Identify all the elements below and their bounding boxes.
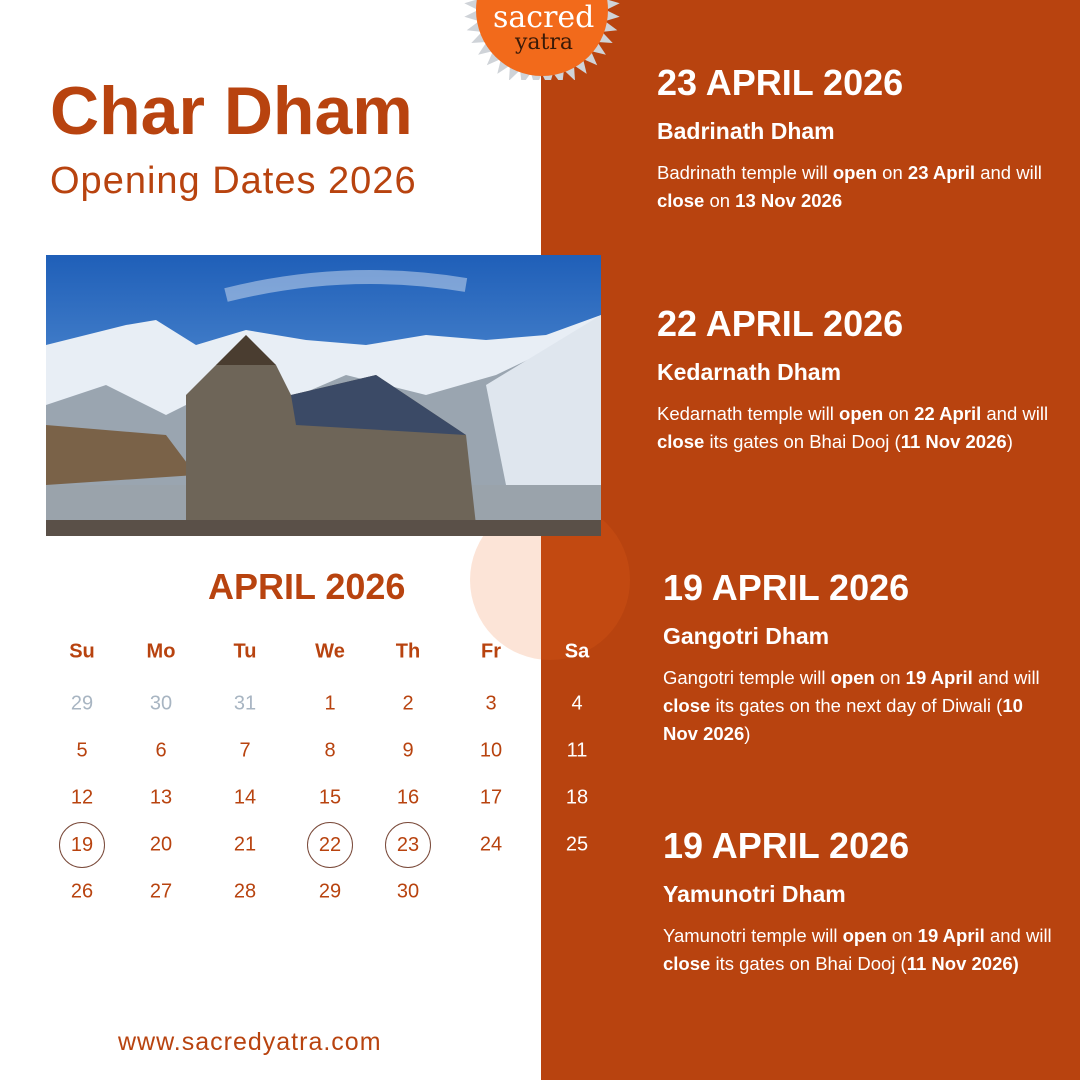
- weekday-su: Su: [69, 640, 95, 663]
- calendar-day: 9: [402, 739, 414, 762]
- page-title: Char Dham: [50, 73, 413, 149]
- emphasis-text: 23 April: [907, 162, 976, 183]
- calendar-day: 24: [479, 833, 503, 856]
- calendar-day: 28: [233, 880, 257, 903]
- entry-date: 19 APRIL 2026: [663, 567, 910, 608]
- calendar-day: 2: [402, 692, 414, 715]
- calendar-day: 1: [324, 692, 336, 715]
- description-text: Gangotri temple will: [663, 667, 831, 688]
- calendar-day: 23: [385, 822, 431, 868]
- entry-date: 19 APRIL 2026: [663, 825, 910, 866]
- emphasis-text: open: [839, 403, 884, 424]
- calendar-day: 6: [155, 739, 167, 762]
- emphasis-text: open: [832, 162, 878, 183]
- emphasis-text: 19 April: [917, 925, 985, 946]
- calendar-day: 26: [70, 880, 94, 903]
- entry-description: [657, 400, 1057, 456]
- calendar-day: 3: [485, 692, 497, 715]
- description-text: its gates on Bhai Dooj (: [710, 953, 907, 974]
- calendar-day: 29: [70, 692, 94, 715]
- calendar-day: 12: [70, 786, 94, 809]
- emphasis-text: close: [663, 953, 711, 974]
- calendar-day: 30: [396, 880, 420, 903]
- calendar-day: 29: [318, 880, 342, 903]
- weekday-tu: Tu: [233, 640, 257, 663]
- calendar-day: 27: [149, 880, 173, 903]
- description-text: its gates on the next day of Diwali (: [710, 695, 1003, 716]
- description-text: and will: [981, 403, 1049, 424]
- entry-gangotri: [663, 567, 1063, 748]
- kedarnath-temple-photo: [46, 255, 601, 536]
- entry-kedarnath: [657, 303, 1057, 456]
- entry-date: 23 APRIL 2026: [657, 62, 904, 103]
- calendar-day: 5: [76, 739, 88, 762]
- watermark-logo: [430, 520, 670, 660]
- calendar-day: 30: [149, 692, 173, 715]
- calendar-day: 21: [233, 833, 257, 856]
- description-text: ): [1006, 431, 1013, 452]
- emphasis-text: 11 Nov 2026: [900, 431, 1007, 452]
- description-text: and will: [984, 925, 1052, 946]
- description-text: and will: [972, 667, 1040, 688]
- emphasis-text: 22 April: [914, 403, 982, 424]
- description-text: ): [744, 723, 751, 744]
- description-text: on: [886, 925, 918, 946]
- calendar-day: 31: [233, 692, 257, 715]
- emphasis-text: 19 April: [905, 667, 973, 688]
- weekday-fr: Fr: [481, 640, 501, 663]
- calendar-day: 10: [479, 739, 503, 762]
- description-text: and will: [975, 162, 1042, 183]
- page-subtitle: Opening Dates 2026: [50, 160, 417, 202]
- calendar-day: 4: [571, 692, 583, 715]
- entry-description: [663, 922, 1063, 978]
- weekday-mo: Mo: [146, 640, 176, 663]
- emphasis-text: open: [842, 925, 887, 946]
- calendar-day: 15: [318, 786, 342, 809]
- description-text: on: [874, 667, 906, 688]
- entry-name: Kedarnath Dham: [657, 359, 842, 385]
- entry-yamunotri: [663, 825, 1063, 978]
- calendar-day: 25: [565, 833, 589, 856]
- description-text: its gates on Bhai Dooj (: [704, 431, 901, 452]
- calendar-day: 13: [149, 786, 173, 809]
- entry-date: 22 APRIL 2026: [657, 303, 904, 344]
- entry-name: Badrinath Dham: [657, 118, 835, 144]
- emphasis-text: close: [663, 695, 711, 716]
- calendar-day: 19: [59, 822, 105, 868]
- emphasis-text: 13 Nov 2026: [735, 190, 843, 211]
- entry-name: Gangotri Dham: [663, 623, 830, 649]
- description-text: on: [883, 403, 915, 424]
- calendar-day: 11: [566, 739, 588, 762]
- calendar-month-title: APRIL 2026: [208, 566, 406, 607]
- weekday-we: We: [315, 640, 345, 663]
- emphasis-text: close: [657, 431, 705, 452]
- calendar-day: 22: [307, 822, 353, 868]
- description-text: Yamunotri temple will: [663, 925, 843, 946]
- calendar-day: 14: [233, 786, 257, 809]
- description-text: on: [704, 190, 736, 211]
- description-text: on: [877, 162, 908, 183]
- logo-text: sacred: [493, 0, 595, 35]
- emphasis-text: open: [830, 667, 875, 688]
- emphasis-text: close: [657, 190, 705, 211]
- entry-description: [657, 159, 1057, 215]
- weekday-th: Th: [395, 640, 421, 663]
- entry-name: Yamunotri Dham: [663, 881, 846, 907]
- emphasis-text: 10 Nov 2026: [663, 695, 1023, 744]
- weekday-sa: Sa: [564, 640, 590, 663]
- calendar-day: 17: [479, 786, 503, 809]
- calendar-day: 7: [239, 739, 251, 762]
- calendar-day: 18: [565, 786, 589, 809]
- description-text: Badrinath temple will: [657, 162, 833, 183]
- description-text: Kedarnath temple will: [657, 403, 840, 424]
- website-link[interactable]: www.sacredyatra.com: [118, 1028, 382, 1056]
- emphasis-text: 11 Nov 2026): [906, 953, 1019, 974]
- entry-description: [663, 664, 1063, 748]
- entry-badrinath: [657, 62, 1057, 215]
- calendar-day: 16: [396, 786, 420, 809]
- logo-text: yatra: [515, 30, 574, 55]
- calendar-day: 20: [149, 833, 173, 856]
- calendar-day: 8: [324, 739, 336, 762]
